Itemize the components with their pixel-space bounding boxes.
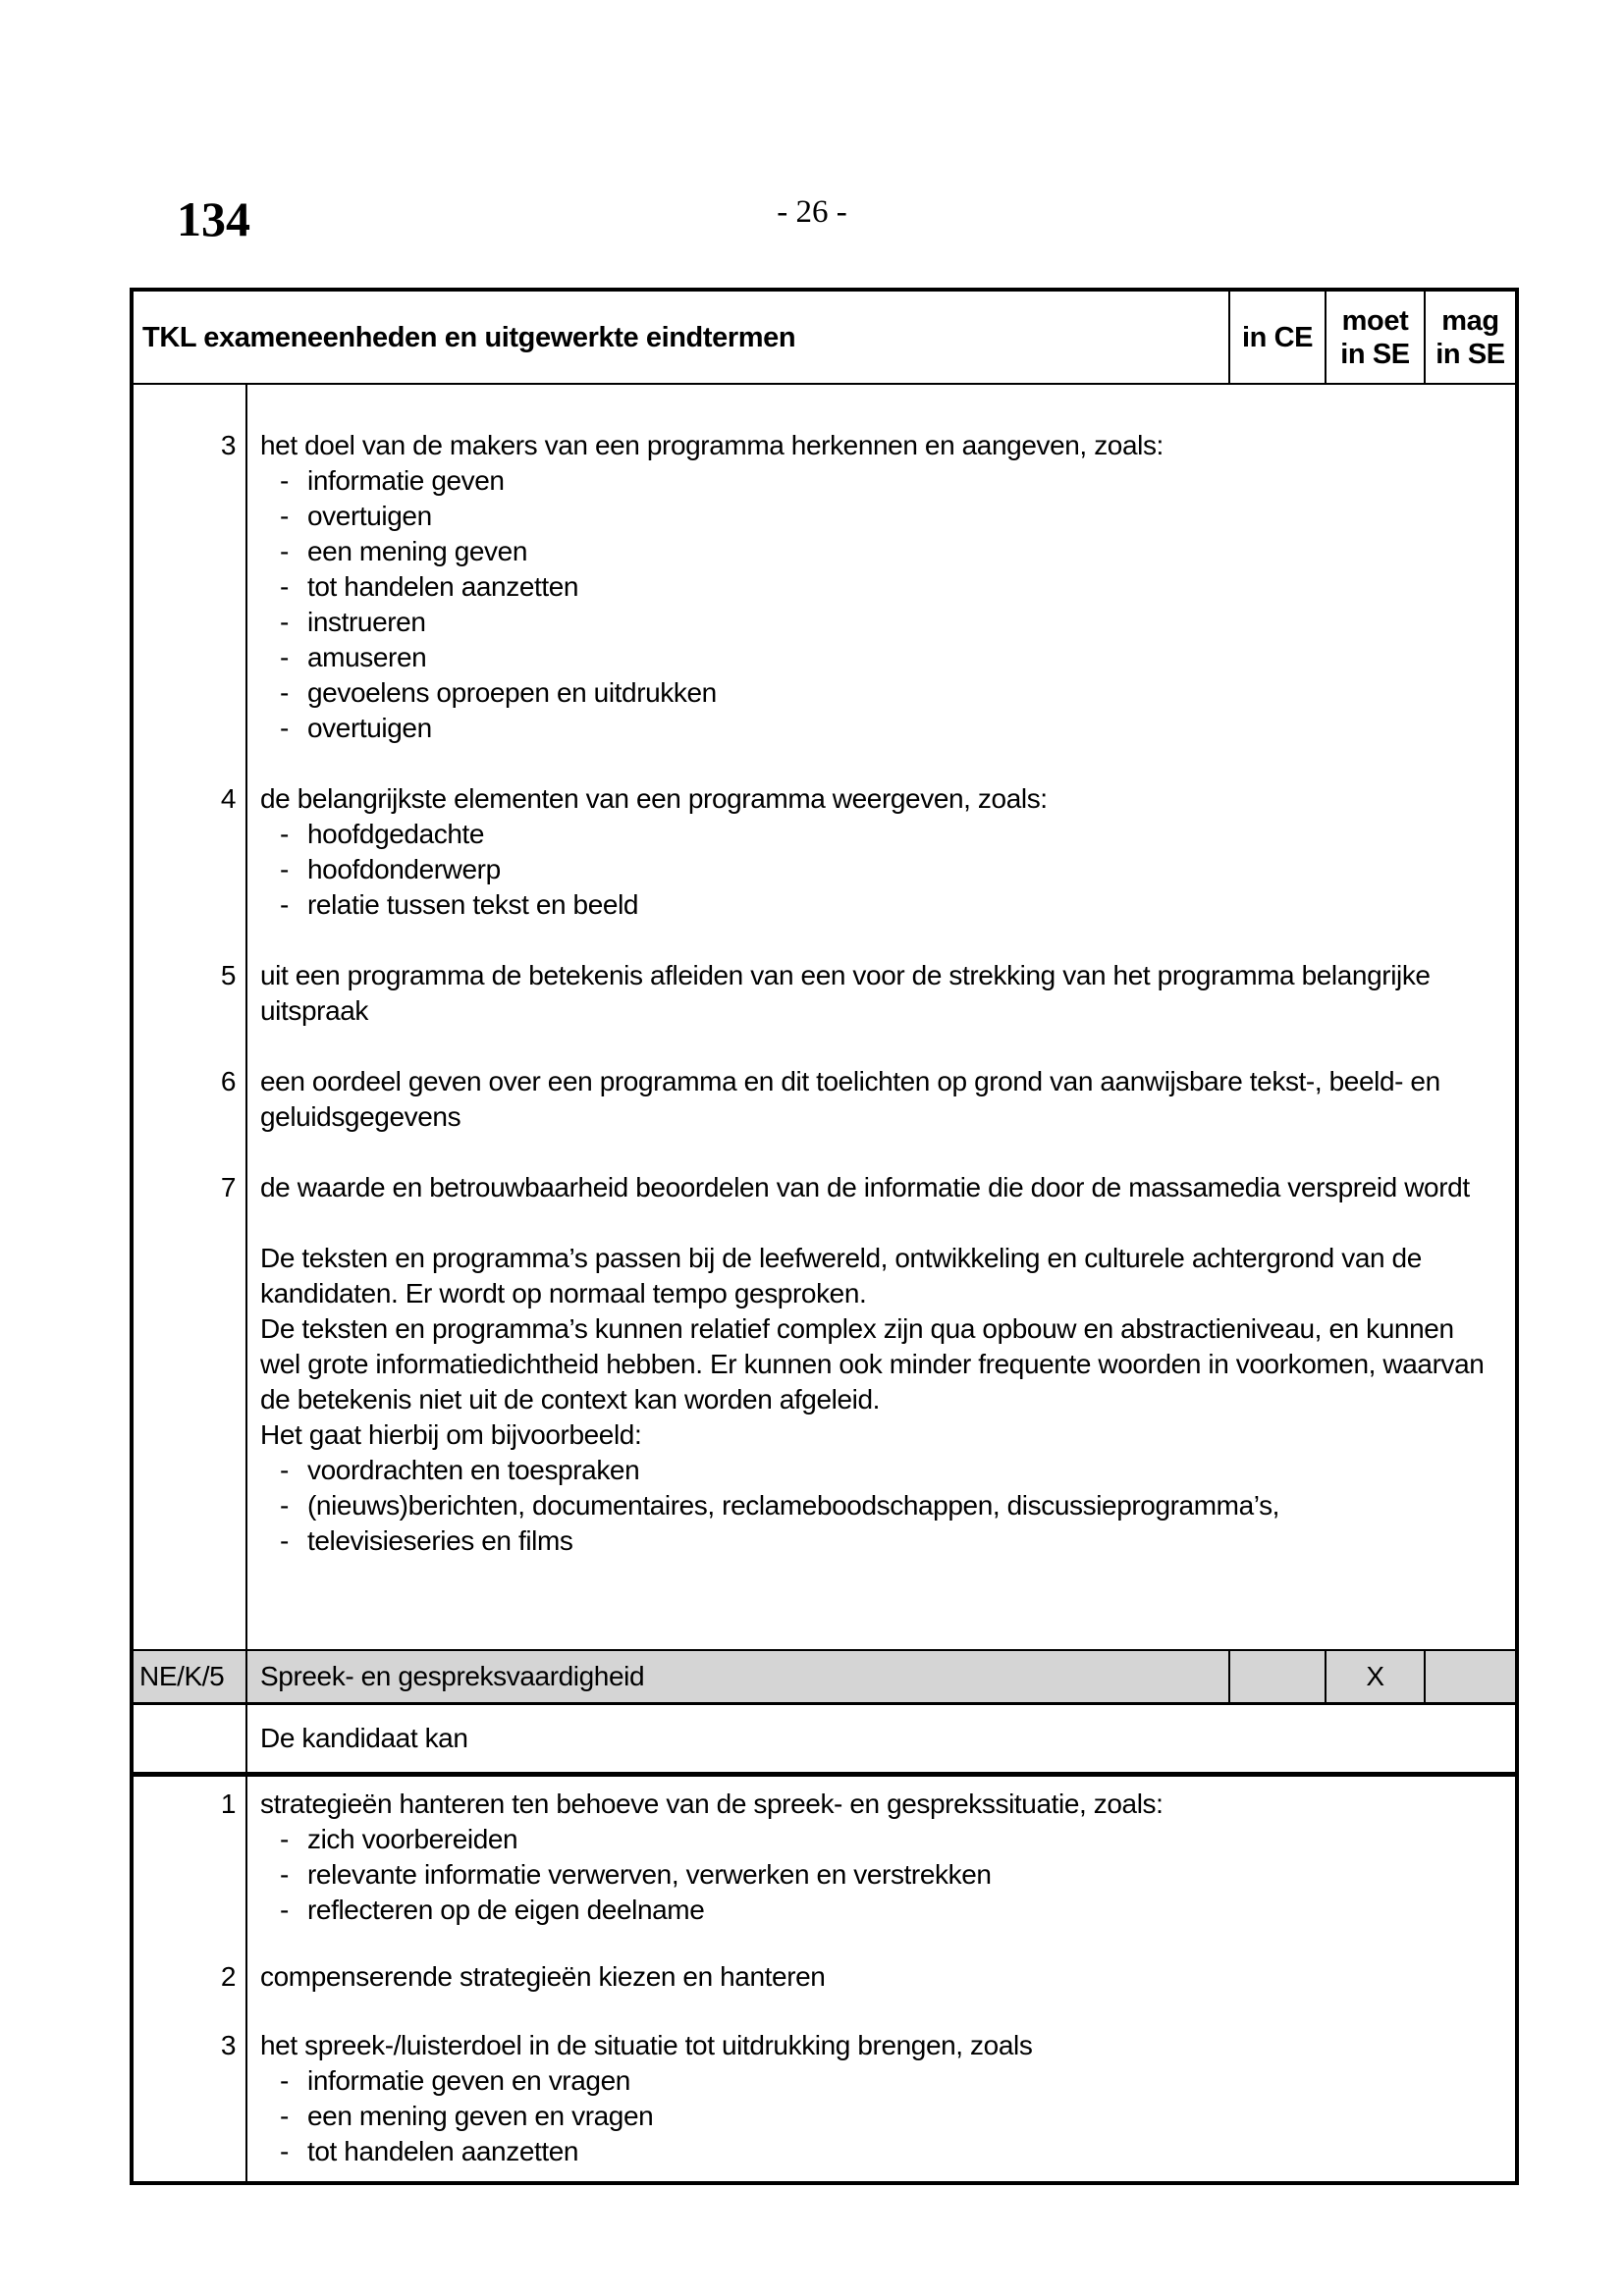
bullet-item <box>260 2099 1515 2134</box>
bullet-item <box>260 887 1515 923</box>
bullet-item <box>260 2063 1515 2099</box>
bullet-text: informatie geven <box>307 465 505 496</box>
item-number: 7 <box>220 1172 236 1202</box>
bullet-text: overtuigen <box>307 501 432 531</box>
item-text: compenserende strategieën kiezen en hanteren <box>260 1961 826 1992</box>
note-line: Het gaat hierbij om bijvoorbeeld: <box>260 1419 642 1450</box>
col-header-moet-in-se <box>1325 292 1424 383</box>
bullet-item <box>260 569 1515 605</box>
bullet-text: relatie tussen tekst en beeld <box>307 889 639 920</box>
bullet-text: zich voorbereiden <box>307 1824 518 1854</box>
section-header-row <box>134 1651 1515 1705</box>
item-text: de waarde en betrouwbaarheid beoordelen van de informatie die door de massamedia verspreid wordt <box>260 1172 1470 1202</box>
item-text: geluidsgegevens <box>260 1101 461 1132</box>
bullet-dash: - <box>280 1895 289 1925</box>
bullet-dash: - <box>280 465 289 496</box>
bullet-text: amuseren <box>307 642 427 672</box>
section-moet-in-se-mark: X <box>1325 1651 1424 1702</box>
bullet-item <box>260 1488 1515 1523</box>
kandidaat-text: De kandidaat kan <box>260 1723 468 1753</box>
bullet-dash: - <box>280 1455 289 1485</box>
bullet-dash: - <box>280 713 289 743</box>
note-line: wel grote informatiedichtheid hebben. Er kunnen ook minder frequente woorden in voorkomen, waarvan <box>260 1349 1485 1379</box>
bullet-text: reflecteren op de eigen deelname <box>307 1895 705 1925</box>
eindterm-item-3b <box>134 2028 1515 2169</box>
section-code: NE/K/5 <box>139 1661 225 1691</box>
bullet-text: overtuigen <box>307 713 432 743</box>
bullet-dash: - <box>280 1859 289 1890</box>
bullet-text: voordrachten en toespraken <box>307 1455 640 1485</box>
bullet-item <box>260 640 1515 675</box>
bullet-dash: - <box>280 854 289 884</box>
col-header-in-ce-label: in CE <box>1241 321 1314 353</box>
item-number-empty <box>134 1241 245 1559</box>
note-line: De teksten en programma’s passen bij de leefwereld, ontwikkeling en culturele achtergrond van de <box>260 1243 1422 1273</box>
item-text: strategieën hanteren ten behoeve van de spreek- en gesprekssituatie, zoals: <box>260 1789 1164 1819</box>
eindterm-item-7 <box>134 1170 1515 1205</box>
item-number: 5 <box>220 960 236 990</box>
item-text: de belangrijkste elementen van een programma weergeven, zoals: <box>260 783 1048 814</box>
bullet-dash: - <box>280 1525 289 1556</box>
bullet-item <box>260 711 1515 746</box>
bullet-item <box>260 1523 1515 1559</box>
bullet-dash: - <box>280 536 289 566</box>
bullet-dash: - <box>280 642 289 672</box>
exam-table <box>130 288 1519 2185</box>
bullet-text: hoofdonderwerp <box>307 854 501 884</box>
item-number: 4 <box>220 783 236 814</box>
bullet-dash: - <box>280 607 289 637</box>
table-title: TKL exameneenheden en uitgewerkte eindtermen <box>142 321 796 353</box>
bullet-text: een mening geven en vragen <box>307 2101 654 2131</box>
page-number-center: - 26 - <box>777 194 847 230</box>
bullet-text: informatie geven en vragen <box>307 2065 630 2096</box>
bullet-item <box>260 2134 1515 2169</box>
bullet-item <box>260 534 1515 569</box>
item-text: een oordeel geven over een programma en dit toelichten op grond van aanwijsbare tekst-, beeld- en <box>260 1066 1440 1096</box>
eindtermen-block-1 <box>134 385 1515 1651</box>
kandidaat-row <box>134 1705 1515 1777</box>
bullet-dash: - <box>280 1490 289 1521</box>
bullet-item <box>260 463 1515 499</box>
col-header-mag-line2: in SE <box>1435 338 1505 370</box>
table-header-row <box>134 292 1515 385</box>
bullet-text: hoofdgedachte <box>307 819 485 849</box>
bullet-dash: - <box>280 677 289 708</box>
item-number: 1 <box>220 1789 236 1819</box>
bullet-text: relevante informatie verwerven, verwerken en verstrekken <box>307 1859 992 1890</box>
toelichting-note <box>134 1241 1515 1559</box>
eindterm-item-3 <box>134 428 1515 746</box>
bullet-dash: - <box>280 1824 289 1854</box>
bullet-item <box>260 1857 1515 1893</box>
bullet-dash: - <box>280 571 289 602</box>
page-label-left: 134 <box>177 191 250 246</box>
bullet-item <box>260 1453 1515 1488</box>
bullet-dash: - <box>280 501 289 531</box>
eindterm-item-1 <box>134 1787 1515 1928</box>
eindterm-item-4 <box>134 781 1515 923</box>
note-line: De teksten en programma’s kunnen relatief complex zijn qua opbouw en abstractieniveau, en kunnen <box>260 1313 1454 1344</box>
bullet-item <box>260 852 1515 887</box>
bullet-item <box>260 675 1515 711</box>
bullet-text: televisieseries en films <box>307 1525 573 1556</box>
section-mag-in-se-cell <box>1424 1651 1515 1702</box>
item-number: 2 <box>220 1961 236 1992</box>
section-in-ce-cell <box>1228 1651 1325 1702</box>
col-header-moet-line2: in SE <box>1340 338 1410 370</box>
col-header-mag-in-se <box>1424 292 1515 383</box>
note-line: de betekenis niet uit de context kan worden afgeleid. <box>260 1384 881 1415</box>
item-number: 6 <box>220 1066 236 1096</box>
item-number: 3 <box>220 430 236 460</box>
bullet-item <box>260 1822 1515 1857</box>
item-text: het spreek-/luisterdoel in de situatie tot uitdrukking brengen, zoals <box>260 2030 1033 2060</box>
bullet-item <box>260 817 1515 852</box>
bullet-item <box>260 1893 1515 1928</box>
eindterm-item-5 <box>134 958 1515 1029</box>
bullet-text: tot handelen aanzetten <box>307 571 579 602</box>
note-line: kandidaten. Er wordt op normaal tempo gesproken. <box>260 1278 867 1308</box>
item-text: uitspraak <box>260 995 369 1026</box>
bullet-text: (nieuws)berichten, documentaires, reclameboodschappen, discussieprogramma’s, <box>307 1490 1280 1521</box>
bullet-dash: - <box>280 2136 289 2166</box>
item-number: 3 <box>220 2030 236 2060</box>
bullet-text: tot handelen aanzetten <box>307 2136 579 2166</box>
bullet-dash: - <box>280 2065 289 2096</box>
eindterm-item-6 <box>134 1064 1515 1135</box>
bullet-text: instrueren <box>307 607 426 637</box>
col-header-in-ce <box>1228 292 1325 383</box>
bullet-item <box>260 499 1515 534</box>
bullet-dash: - <box>280 819 289 849</box>
bullet-dash: - <box>280 889 289 920</box>
bullet-text: gevoelens oproepen en uitdrukken <box>307 677 717 708</box>
item-text: uit een programma de betekenis afleiden van een voor de strekking van het programma belangrijke <box>260 960 1431 990</box>
item-text: het doel van de makers van een programma herkennen en aangeven, zoals: <box>260 430 1164 460</box>
eindterm-item-2 <box>134 1959 1515 1995</box>
col-header-mag-line1: mag <box>1441 304 1499 337</box>
section-title: Spreek- en gespreksvaardigheid <box>245 1651 1228 1702</box>
col-header-moet-line1: moet <box>1341 304 1409 337</box>
bullet-text: een mening geven <box>307 536 527 566</box>
bullet-item <box>260 605 1515 640</box>
eindtermen-block-2 <box>134 1777 1515 2181</box>
bullet-dash: - <box>280 2101 289 2131</box>
